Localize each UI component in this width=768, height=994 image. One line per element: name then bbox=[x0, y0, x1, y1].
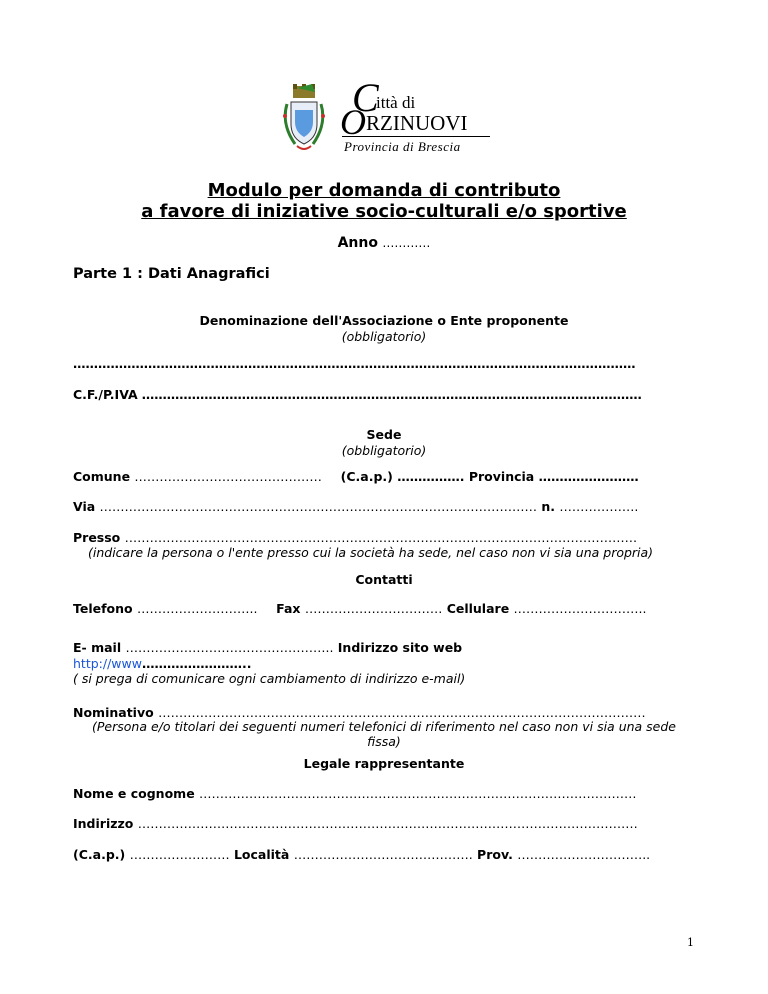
page-number: 1 bbox=[687, 936, 694, 949]
nome-field[interactable]: …………………………………………………………………………………………… bbox=[199, 786, 637, 801]
anno-label: Anno bbox=[337, 235, 378, 251]
form-title-line2: a favore di iniziative socio-culturali e/o sportive bbox=[141, 201, 627, 222]
contatti-heading: Contatti bbox=[355, 572, 413, 587]
fax-label: Fax bbox=[276, 601, 301, 616]
logo-rule bbox=[342, 136, 490, 137]
logo-di: di bbox=[401, 93, 416, 112]
denominazione-heading: Denominazione dell'Associazione o Ente proponente bbox=[199, 313, 569, 328]
anno-field[interactable]: ………… bbox=[382, 236, 431, 250]
comune-label: Comune bbox=[73, 469, 131, 484]
provincia-label: Provincia bbox=[468, 469, 535, 484]
telefono-field[interactable]: ……………………….. bbox=[136, 601, 258, 616]
localita-field[interactable]: ……………………………………. bbox=[293, 847, 473, 862]
nominativo-note-2: fissa) bbox=[367, 734, 401, 749]
logo-wordmark bbox=[340, 75, 500, 158]
nominativo-label: Nominativo bbox=[73, 705, 154, 720]
cellulare-field[interactable]: ………………………….. bbox=[513, 601, 647, 616]
part1-heading: Parte 1 : Dati Anagrafici bbox=[73, 266, 270, 282]
email-field[interactable]: ………………………………………….. bbox=[125, 640, 334, 655]
sito-web-row bbox=[73, 656, 251, 671]
sede-note: (obbligatorio) bbox=[341, 443, 427, 458]
logo-subtitle: Provincia di Brescia bbox=[344, 139, 461, 154]
anno-row bbox=[0, 235, 768, 251]
sito-web-label: Indirizzo sito web bbox=[337, 640, 463, 655]
cellulare-label: Cellulare bbox=[446, 601, 510, 616]
legale-heading: Legale rappresentante bbox=[303, 756, 465, 771]
comune-field[interactable]: ……………………………………… bbox=[134, 469, 322, 484]
presso-note: (indicare la persona o l'ente presso cui la società ha sede, nel caso non vi sia una propria) bbox=[88, 545, 654, 560]
email-label: E- mail bbox=[73, 640, 122, 655]
comune-row bbox=[73, 469, 703, 484]
nome-row bbox=[73, 786, 637, 801]
nominativo-row bbox=[73, 705, 646, 720]
logo-cap-c: C bbox=[352, 75, 379, 120]
via-label: Via bbox=[73, 499, 96, 514]
logo-citta: ittà bbox=[376, 93, 398, 112]
email-row bbox=[73, 640, 462, 655]
telefono-row bbox=[73, 601, 646, 616]
legale-cap-field[interactable]: …………………… bbox=[129, 847, 230, 862]
logo-orzinuovi: RZINUOVI bbox=[366, 111, 468, 135]
logo-cap-o: O bbox=[340, 102, 366, 142]
cf-label: C.F./P.IVA bbox=[73, 387, 138, 402]
email-note: ( si prega di comunicare ogni cambiamento di indirizzo e-mail) bbox=[73, 671, 466, 686]
coat-of-arms-icon bbox=[277, 82, 332, 154]
indirizzo-label: Indirizzo bbox=[73, 816, 134, 831]
presso-row bbox=[73, 530, 637, 545]
denominazione-note: (obbligatorio) bbox=[341, 329, 427, 344]
provincia-field[interactable]: …………………… bbox=[538, 469, 639, 484]
nominativo-note-1: (Persona e/o titolari dei seguenti numeri telefonici di riferimento nel caso non vi sia una sede bbox=[92, 719, 676, 734]
sede-heading: Sede bbox=[366, 427, 402, 442]
cap-label: (C.a.p.) bbox=[340, 469, 393, 484]
form-title-line1: Modulo per domanda di contributo bbox=[207, 180, 561, 201]
cf-row bbox=[73, 387, 642, 402]
sito-web-field[interactable]: …………………….. bbox=[141, 656, 252, 671]
telefono-label: Telefono bbox=[73, 601, 133, 616]
legale-cap-label: (C.a.p.) bbox=[73, 847, 126, 862]
indirizzo-row bbox=[73, 816, 638, 831]
presso-field[interactable]: …………………………………………………………………………………………………………… bbox=[124, 530, 638, 545]
via-field[interactable]: …………………………………………………………………………………………… bbox=[99, 499, 538, 514]
cf-field[interactable]: ………………………………………………………………………………………………………… bbox=[141, 387, 642, 402]
nome-label: Nome e cognome bbox=[73, 786, 195, 801]
numero-label: n. bbox=[541, 499, 556, 514]
prov-label: Prov. bbox=[477, 847, 513, 862]
denominazione-field[interactable]: ……………………………………………………………………………………………………………………… bbox=[73, 356, 636, 371]
nominativo-field[interactable]: ……………………………………………………………………………………………………… bbox=[158, 705, 646, 720]
fax-field[interactable]: …………………………… bbox=[304, 601, 443, 616]
indirizzo-field[interactable]: ………………………………………………………………………………………………………… bbox=[137, 816, 638, 831]
prov-field[interactable]: ………………………….. bbox=[517, 847, 651, 862]
presso-label: Presso bbox=[73, 530, 121, 545]
cap-field[interactable]: ……………. bbox=[397, 469, 465, 484]
via-row bbox=[73, 499, 638, 514]
numero-field[interactable]: ………………. bbox=[559, 499, 639, 514]
legale-cap-row bbox=[73, 847, 650, 862]
localita-label: Località bbox=[233, 847, 290, 862]
sito-web-prefix[interactable]: http://www bbox=[73, 656, 142, 671]
